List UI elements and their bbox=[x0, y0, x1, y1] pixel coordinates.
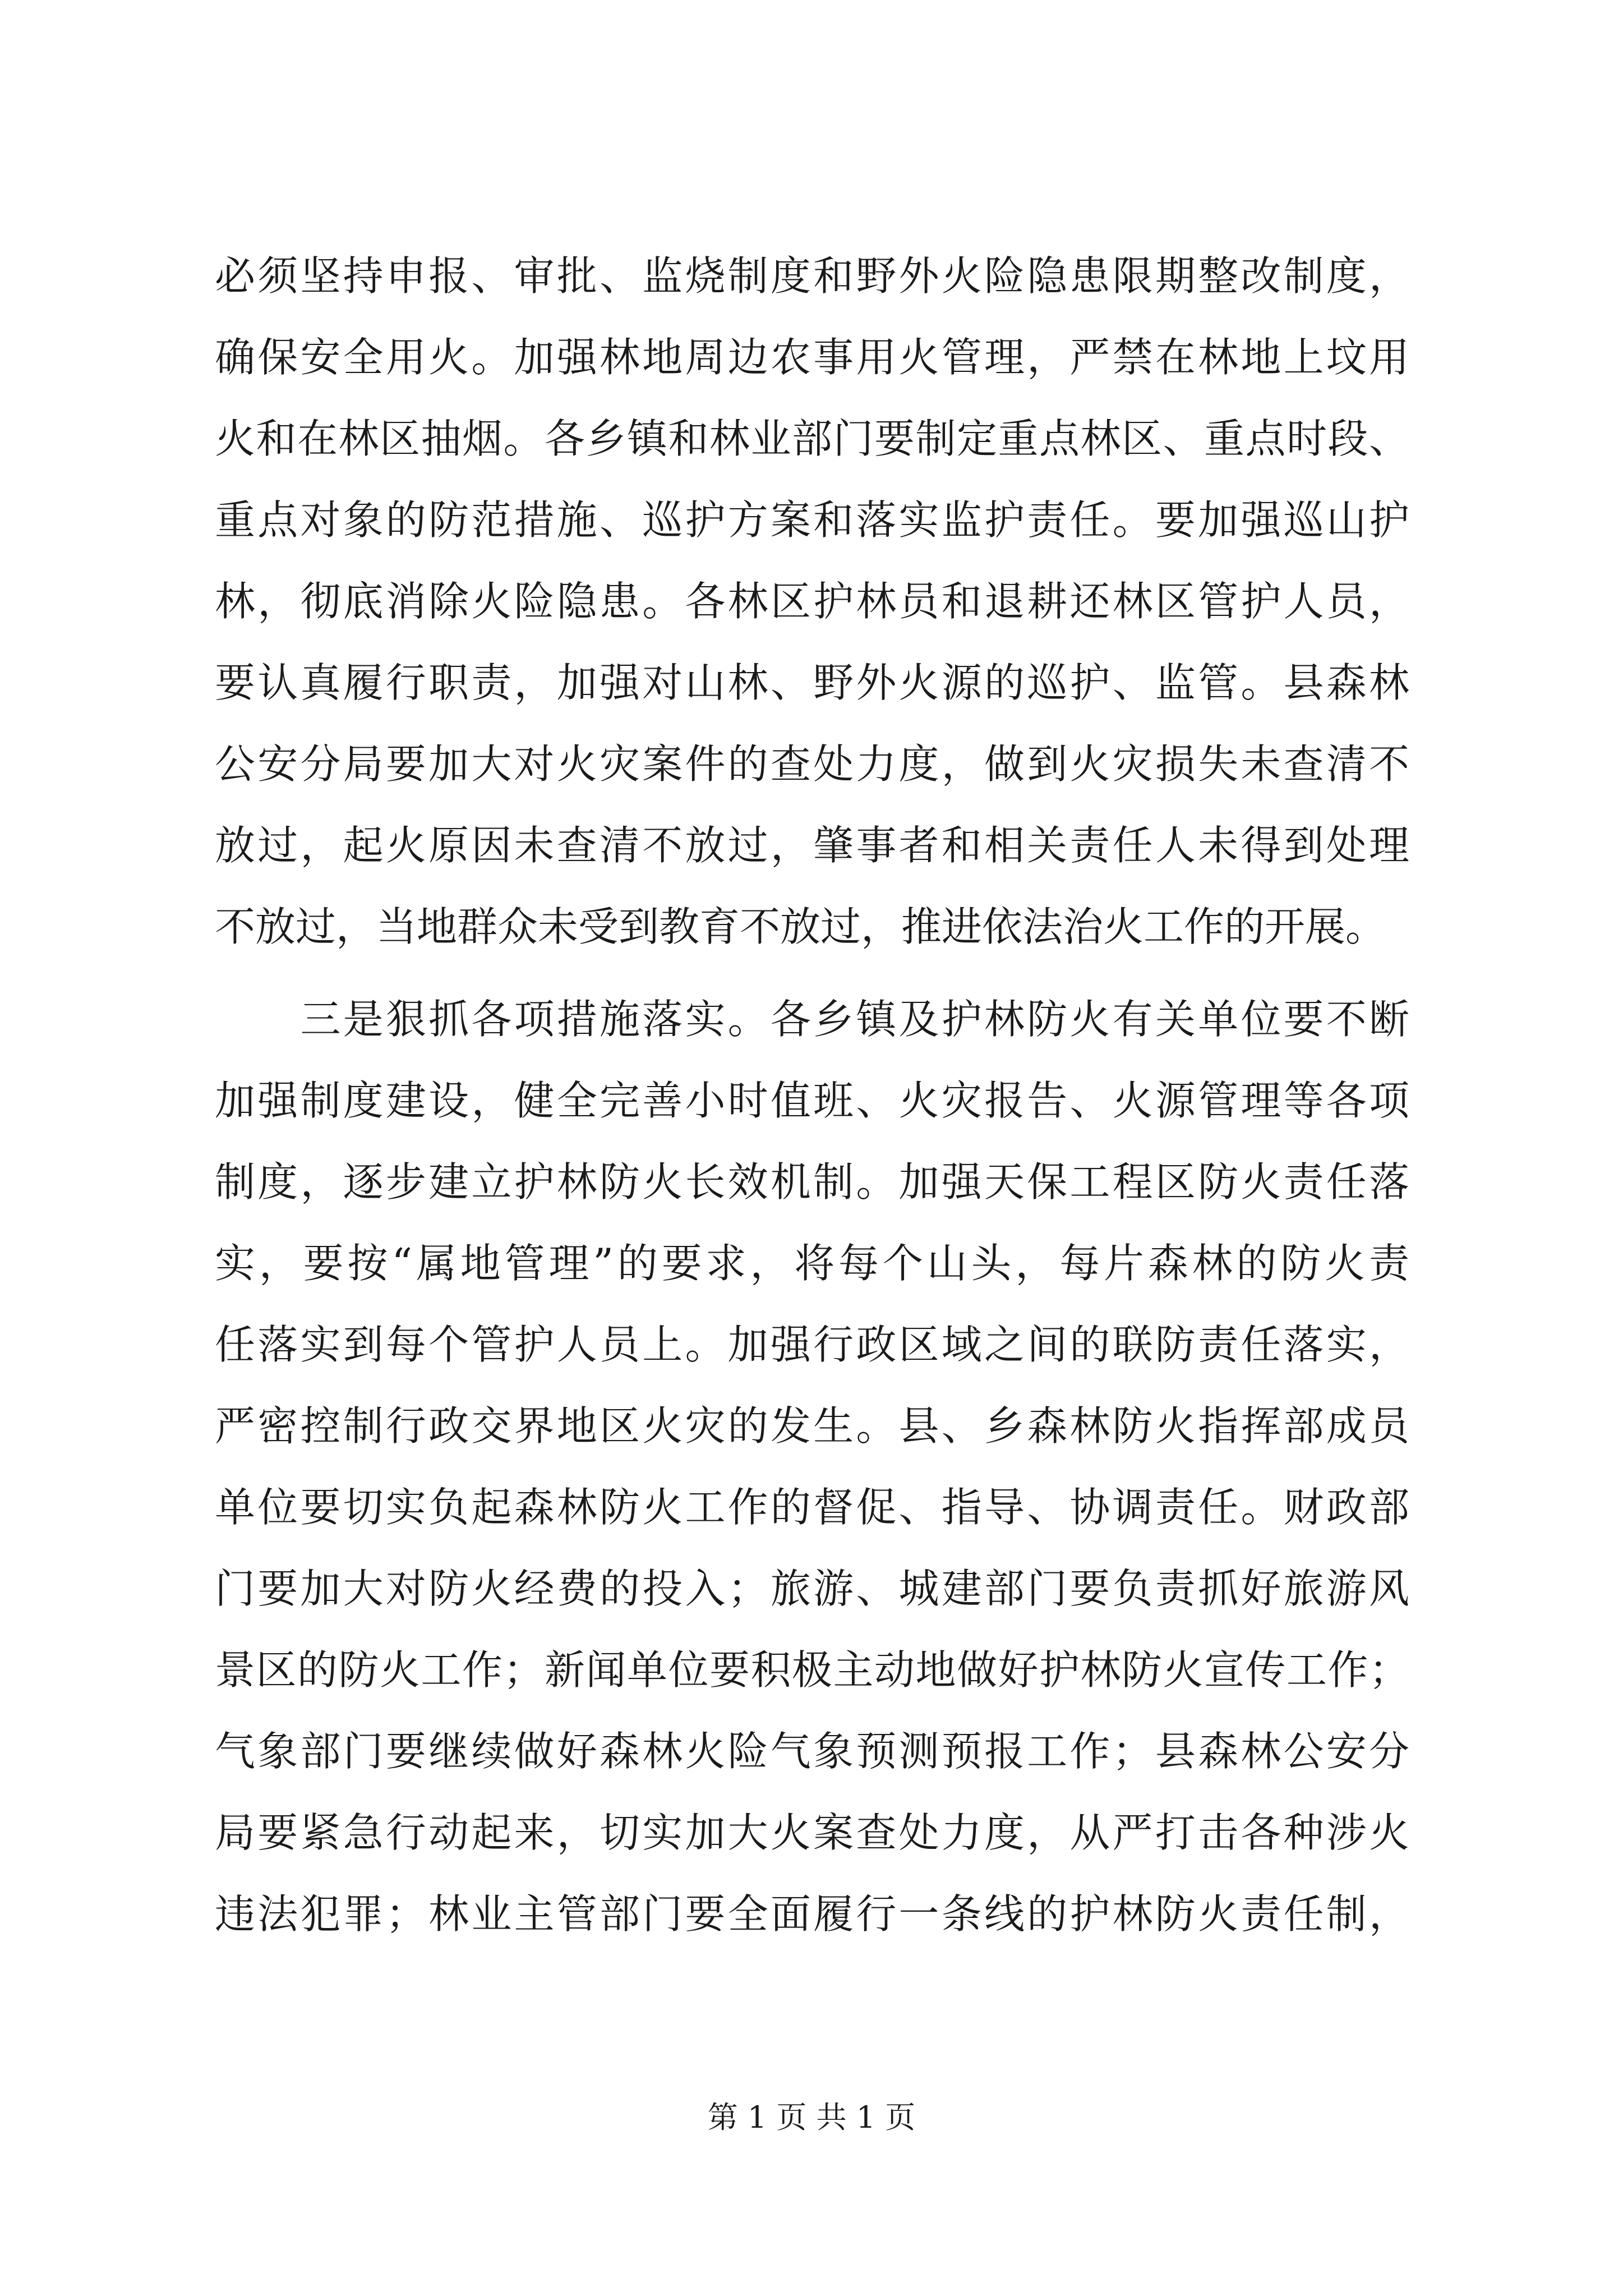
text-line: 火和在林区抽烟。各乡镇和林业部门要制定重点林区、重点时段、 bbox=[215, 415, 1409, 462]
text-line: 加强制度建设，健全完善小时值班、火灾报告、火源管理等各项 bbox=[215, 1077, 1409, 1124]
paragraph-2 bbox=[215, 979, 1409, 1955]
text-line: 违法犯罪；林业主管部门要全面履行一条线的护林防火责任制， bbox=[215, 1890, 1409, 1938]
text-line: 门要加大对防火经费的投入；旅游、城建部门要负责抓好旅游风 bbox=[215, 1565, 1409, 1612]
text-line: 要认真履行职责，加强对山林、野外火源的巡护、监管。县森林 bbox=[215, 659, 1409, 706]
text-line: 重点对象的防范措施、巡护方案和落实监护责任。要加强巡山护 bbox=[215, 496, 1409, 544]
text-line: 三是狠抓各项措施落实。各乡镇及护林防火有关单位要不断 bbox=[215, 996, 1409, 1043]
text-line: 必须坚持申报、审批、监烧制度和野外火险隐患限期整改制度， bbox=[215, 252, 1409, 300]
text-line: 气象部门要继续做好森林火险气象预测预报工作；县森林公安分 bbox=[215, 1728, 1409, 1775]
text-line: 制度，逐步建立护林防火长效机制。加强天保工程区防火责任落 bbox=[215, 1158, 1409, 1205]
text-line: 景区的防火工作；新闻单位要积极主动地做好护林防火宣传工作； bbox=[215, 1646, 1409, 1694]
text-line: 实，要按“属地管理”的要求，将每个山头，每片森林的防火责 bbox=[215, 1240, 1409, 1287]
text-line: 严密控制行政交界地区火灾的发生。县、乡森林防火指挥部成员 bbox=[215, 1402, 1409, 1450]
text-line: 确保安全用火。加强林地周边农事用火管理，严禁在林地上坟用 bbox=[215, 334, 1409, 381]
page-footer bbox=[0, 2095, 1623, 2140]
text-line: 放过，起火原因未查清不放过，肇事者和相关责任人未得到处理 bbox=[215, 822, 1409, 869]
document-body bbox=[215, 236, 1409, 1955]
text-line: 公安分局要加大对火灾案件的查处力度，做到火灾损失未查清不 bbox=[215, 740, 1409, 788]
paragraph-1 bbox=[215, 236, 1409, 968]
page-number-label: 第 1 页 共 1 页 bbox=[707, 2100, 916, 2135]
text-line: 局要紧急行动起来，切实加大火案查处力度，从严打击各种涉火 bbox=[215, 1809, 1409, 1856]
text-line: 单位要切实负起森林防火工作的督促、指导、协调责任。财政部 bbox=[215, 1484, 1409, 1531]
text-line: 任落实到每个管护人员上。加强行政区域之间的联防责任落实， bbox=[215, 1321, 1409, 1368]
text-line: 林，彻底消除火险隐患。各林区护林员和退耕还林区管护人员， bbox=[215, 578, 1409, 625]
text-line: 不放过，当地群众未受到教育不放过，推进依法治火工作的开展。 bbox=[215, 903, 1386, 950]
